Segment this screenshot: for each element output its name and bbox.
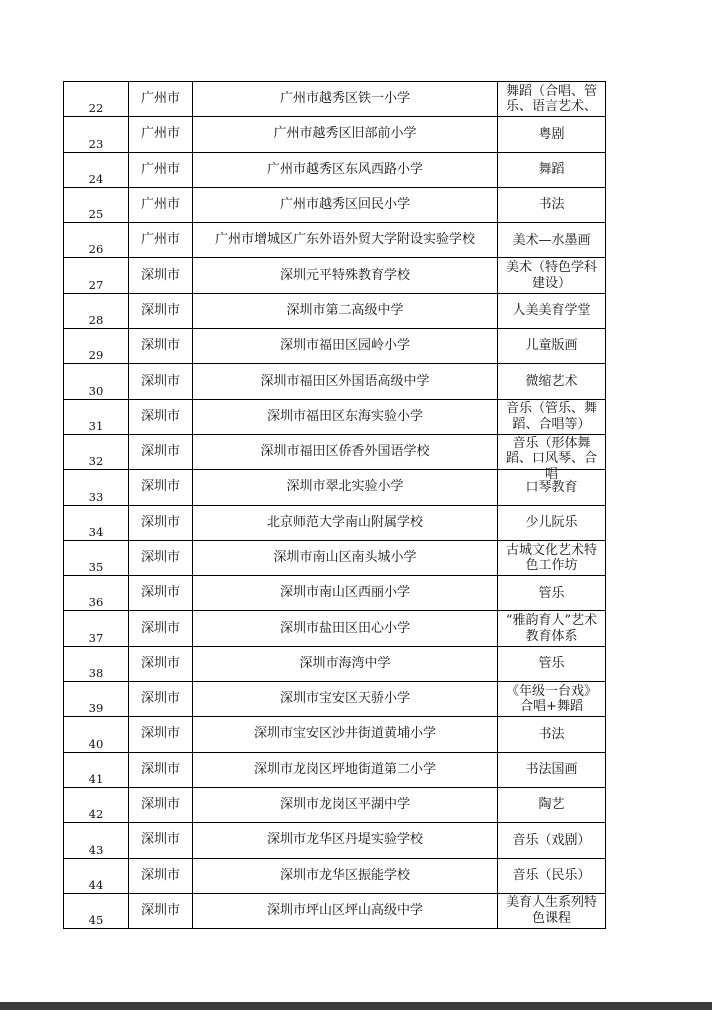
school-name-cell: 深圳市海湾中学: [193, 646, 498, 681]
school-name-cell: 广州市越秀区铁一小学: [193, 82, 498, 117]
feature-cell: [498, 293, 606, 328]
school-name-cell: 广州市增城区广东外语外贸大学附设实验学校: [193, 223, 498, 258]
row-number: 30: [64, 364, 129, 399]
row-number: 33: [64, 470, 129, 505]
school-name-cell: 深圳市南山区南头城小学: [193, 540, 498, 575]
row-number: 45: [64, 893, 129, 928]
feature-cell: [498, 399, 606, 434]
table-row: [64, 611, 606, 646]
feature-text: 音乐（戏剧）: [512, 832, 591, 848]
feature-text: 舞蹈: [538, 161, 565, 177]
school-name-cell: 深圳市福田区园岭小学: [193, 329, 498, 364]
school-table: [63, 81, 606, 929]
city-cell: 深圳市: [129, 646, 193, 681]
city-cell: 深圳市: [129, 399, 193, 434]
school-name-cell: 深圳市龙岗区坪地街道第二小学: [193, 752, 498, 787]
table-row: [64, 717, 606, 752]
school-name-cell: 深圳市福田区侨香外国语学校: [193, 434, 498, 469]
feature-text: 古城文化艺术特色工作坊: [505, 542, 597, 573]
table-row: [64, 787, 606, 822]
feature-text: 《年级一台戏》合唱+舞蹈: [505, 683, 597, 715]
row-number: 34: [64, 505, 129, 540]
school-name-cell: 广州市越秀区东风西路小学: [193, 152, 498, 187]
city-cell: 深圳市: [129, 752, 193, 787]
row-number: 43: [64, 823, 129, 858]
table-row: [64, 399, 606, 434]
row-number: 22: [64, 82, 129, 117]
row-number: 44: [64, 858, 129, 893]
row-number: 42: [64, 787, 129, 822]
school-name-cell: 深圳市福田区外国语高级中学: [193, 364, 498, 399]
city-cell: 广州市: [129, 152, 193, 187]
feature-cell: [498, 329, 606, 364]
city-cell: 深圳市: [129, 470, 193, 505]
feature-cell: [498, 682, 606, 717]
feature-cell: [498, 611, 606, 646]
feature-cell: [498, 540, 606, 575]
school-name-cell: 深圳市坪山区坪山高级中学: [193, 893, 498, 928]
school-name-cell: 深圳市盐田区田心小学: [193, 611, 498, 646]
table-row: [64, 329, 606, 364]
city-cell: 深圳市: [129, 893, 193, 928]
row-number: 38: [64, 646, 129, 681]
city-cell: 深圳市: [129, 293, 193, 328]
feature-text: 美术—水墨画: [512, 232, 591, 248]
feature-cell: [498, 787, 606, 822]
city-cell: 广州市: [129, 187, 193, 222]
city-cell: 深圳市: [129, 611, 193, 646]
table-row: [64, 858, 606, 893]
row-number: 39: [64, 682, 129, 717]
row-number: 35: [64, 540, 129, 575]
school-name-cell: 广州市越秀区回民小学: [193, 187, 498, 222]
school-name-cell: 深圳市第二高级中学: [193, 293, 498, 328]
feature-text: 管乐: [538, 585, 565, 601]
city-cell: 广州市: [129, 223, 193, 258]
feature-text: 儿童版画: [525, 338, 578, 354]
row-number: 25: [64, 187, 129, 222]
row-number: 29: [64, 329, 129, 364]
city-cell: 深圳市: [129, 364, 193, 399]
feature-text: 人美美育学堂: [512, 303, 591, 319]
feature-text: 音乐（形体舞蹈、口风琴、合唱: [505, 435, 597, 482]
table-row: [64, 540, 606, 575]
city-cell: 深圳市: [129, 717, 193, 752]
school-name-cell: 深圳市翠北实验小学: [193, 470, 498, 505]
row-number: 32: [64, 434, 129, 469]
feature-text: 粤剧: [538, 126, 565, 142]
city-cell: 深圳市: [129, 540, 193, 575]
table-row: [64, 576, 606, 611]
city-cell: 深圳市: [129, 329, 193, 364]
feature-text: 少儿阮乐: [525, 514, 578, 530]
feature-cell: [498, 117, 606, 152]
table-row: [64, 82, 606, 117]
row-number: 27: [64, 258, 129, 293]
school-name-cell: 深圳市福田区东海实验小学: [193, 399, 498, 434]
table-row: [64, 293, 606, 328]
school-name-cell: 深圳市宝安区天骄小学: [193, 682, 498, 717]
table-row: [64, 364, 606, 399]
feature-cell: [498, 152, 606, 187]
row-number: 37: [64, 611, 129, 646]
table-row: [64, 823, 606, 858]
table-row: [64, 505, 606, 540]
row-number: 31: [64, 399, 129, 434]
bottom-bar: [0, 1002, 712, 1010]
feature-text: 口琴教育: [525, 479, 578, 495]
table-row: [64, 470, 606, 505]
row-number: 36: [64, 576, 129, 611]
table-row: [64, 258, 606, 293]
city-cell: 深圳市: [129, 505, 193, 540]
school-table-body: [64, 82, 606, 929]
school-name-cell: 深圳元平特殊教育学校: [193, 258, 498, 293]
feature-cell: [498, 82, 606, 117]
feature-text: 书法: [538, 726, 565, 742]
feature-cell: [498, 893, 606, 928]
row-number: 28: [64, 293, 129, 328]
city-cell: 深圳市: [129, 858, 193, 893]
feature-text: 音乐（民乐）: [512, 867, 591, 883]
table-row: [64, 682, 606, 717]
feature-cell: [498, 717, 606, 752]
row-number: 24: [64, 152, 129, 187]
table-row: [64, 893, 606, 928]
city-cell: 深圳市: [129, 787, 193, 822]
feature-text: 微缩艺术: [525, 373, 578, 389]
feature-text: 舞蹈（合唱、管乐、语言艺术、: [505, 83, 597, 115]
city-cell: 广州市: [129, 82, 193, 117]
feature-cell: [498, 434, 606, 482]
feature-text: 音乐（管乐、舞蹈、合唱等）: [505, 401, 597, 432]
row-number: 23: [64, 117, 129, 152]
feature-cell: [498, 364, 606, 399]
city-cell: 深圳市: [129, 576, 193, 611]
city-cell: 深圳市: [129, 434, 193, 469]
row-number: 40: [64, 717, 129, 752]
feature-text: “雅韵育人”艺术教育体系: [505, 613, 598, 644]
feature-text: 管乐: [538, 656, 565, 672]
table-row: [64, 152, 606, 187]
feature-text: 美术（特色学科建设）: [505, 260, 597, 291]
feature-cell: [498, 858, 606, 893]
table-row: [64, 646, 606, 681]
table-row: [64, 223, 606, 258]
school-name-cell: 深圳市龙华区丹堤实验学校: [193, 823, 498, 858]
city-cell: 深圳市: [129, 823, 193, 858]
row-number: 26: [64, 223, 129, 258]
row-number: 41: [64, 752, 129, 787]
feature-cell: [498, 258, 606, 293]
feature-cell: [498, 823, 606, 858]
city-cell: 深圳市: [129, 682, 193, 717]
table-row: [64, 752, 606, 787]
feature-cell: [498, 223, 606, 258]
feature-text: 书法国画: [525, 762, 578, 778]
table-row: [64, 434, 606, 469]
city-cell: 广州市: [129, 117, 193, 152]
school-name-cell: 深圳市龙华区振能学校: [193, 858, 498, 893]
feature-text: 书法: [538, 197, 565, 213]
school-name-cell: 广州市越秀区旧部前小学: [193, 117, 498, 152]
feature-text: 美育人生系列特色课程: [505, 895, 597, 926]
feature-cell: [498, 646, 606, 681]
feature-cell: [498, 752, 606, 787]
table-row: [64, 187, 606, 222]
feature-text: 陶艺: [538, 797, 565, 813]
school-name-cell: 深圳市龙岗区平湖中学: [193, 787, 498, 822]
feature-cell: [498, 505, 606, 540]
feature-cell: [498, 187, 606, 222]
feature-cell: [498, 576, 606, 611]
school-name-cell: 北京师范大学南山附属学校: [193, 505, 498, 540]
table-row: [64, 117, 606, 152]
city-cell: 深圳市: [129, 258, 193, 293]
school-name-cell: 深圳市南山区西丽小学: [193, 576, 498, 611]
school-name-cell: 深圳市宝安区沙井街道黄埔小学: [193, 717, 498, 752]
